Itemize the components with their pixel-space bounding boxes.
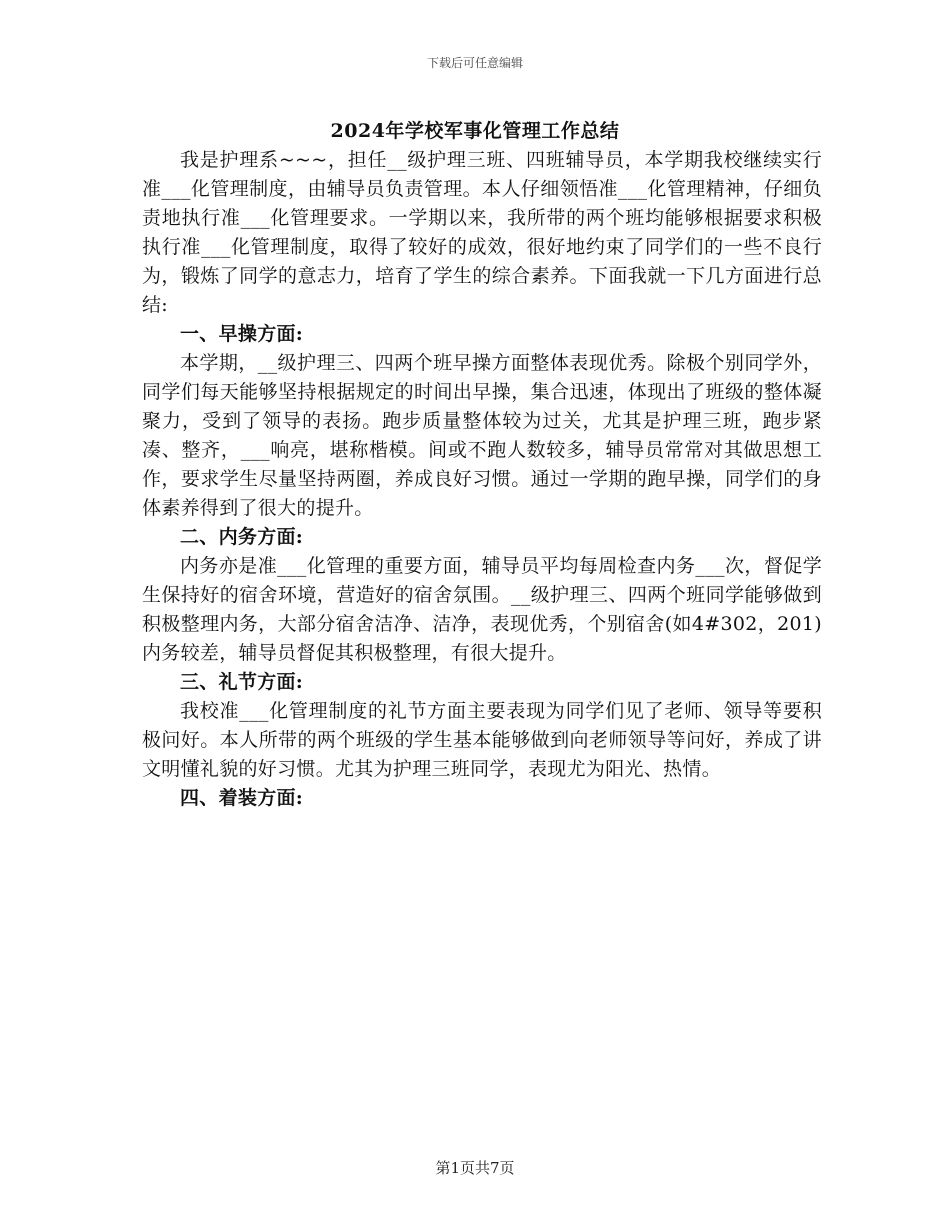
document-title: 2024年学校军事化管理工作总结: [330, 120, 620, 142]
section-heading-dormitory: 二、内务方面:: [180, 526, 304, 548]
page-number: 第1页共7页: [435, 1159, 515, 1177]
section-heading-morning-exercise: 一、早操方面:: [180, 323, 304, 345]
section-heading-etiquette: 三、礼节方面:: [180, 671, 304, 693]
section-heading-attire: 四、着装方面:: [180, 787, 304, 809]
etiquette-paragraph: 我校准___化管理制度的礼节方面主要表现为同学们见了老师、领导等要积极问好。本人所带的两个班级的学生基本能够做到向老师领导等问好，养成了讲文明懂礼貌的好习惯。尤其为护理三班同学，表现尤为阳光、热情。: [142, 700, 822, 780]
intro-paragraph: 我是护理系~~~，担任__级护理三班、四班辅导员，本学期我校继续实行准___化管理制度，由辅导员负责管理。本人仔细领悟准___化管理精神，仔细负责地执行准___化管理要求。一学期以来，我所带的两个班均能够根据要求积极执行准___化管理制度，取得了较好的成效，很好地约束了同学们的一些不良行为，锻炼了同学的意志力，培育了学生的综合素养。下面我就一下几方面进行总结:: [142, 149, 822, 316]
header-note: 下载后可任意编辑: [426, 56, 523, 70]
dormitory-paragraph: 内务亦是准___化管理的重要方面，辅导员平均每周检查内务___次，督促学生保持好的宿舍环境，营造好的宿舍氛围。__级护理三、四两个班同学能够做到积极整理内务，大部分宿舍洁净、洁净，表现优秀，个别宿舍(如4#302，201)内务较差，辅导员督促其积极整理，有很大提升。: [142, 555, 822, 664]
morning-exercise-paragraph: 本学期，__级护理三、四两个班早操方面整体表现优秀。除极个别同学外，同学们每天能够坚持根据规定的时间出早操，集合迅速，体现出了班级的整体凝聚力，受到了领导的表扬。跑步质量整体较为过关，尤其是护理三班，跑步紧凑、整齐，___响亮，堪称楷模。间或不跑人数较多，辅导员常常对其做思想工作，要求学生尽量坚持两圈，养成良好习惯。通过一学期的跑早操，同学们的身体素养得到了很大的提升。: [142, 352, 822, 519]
document-body: [142, 146, 822, 813]
